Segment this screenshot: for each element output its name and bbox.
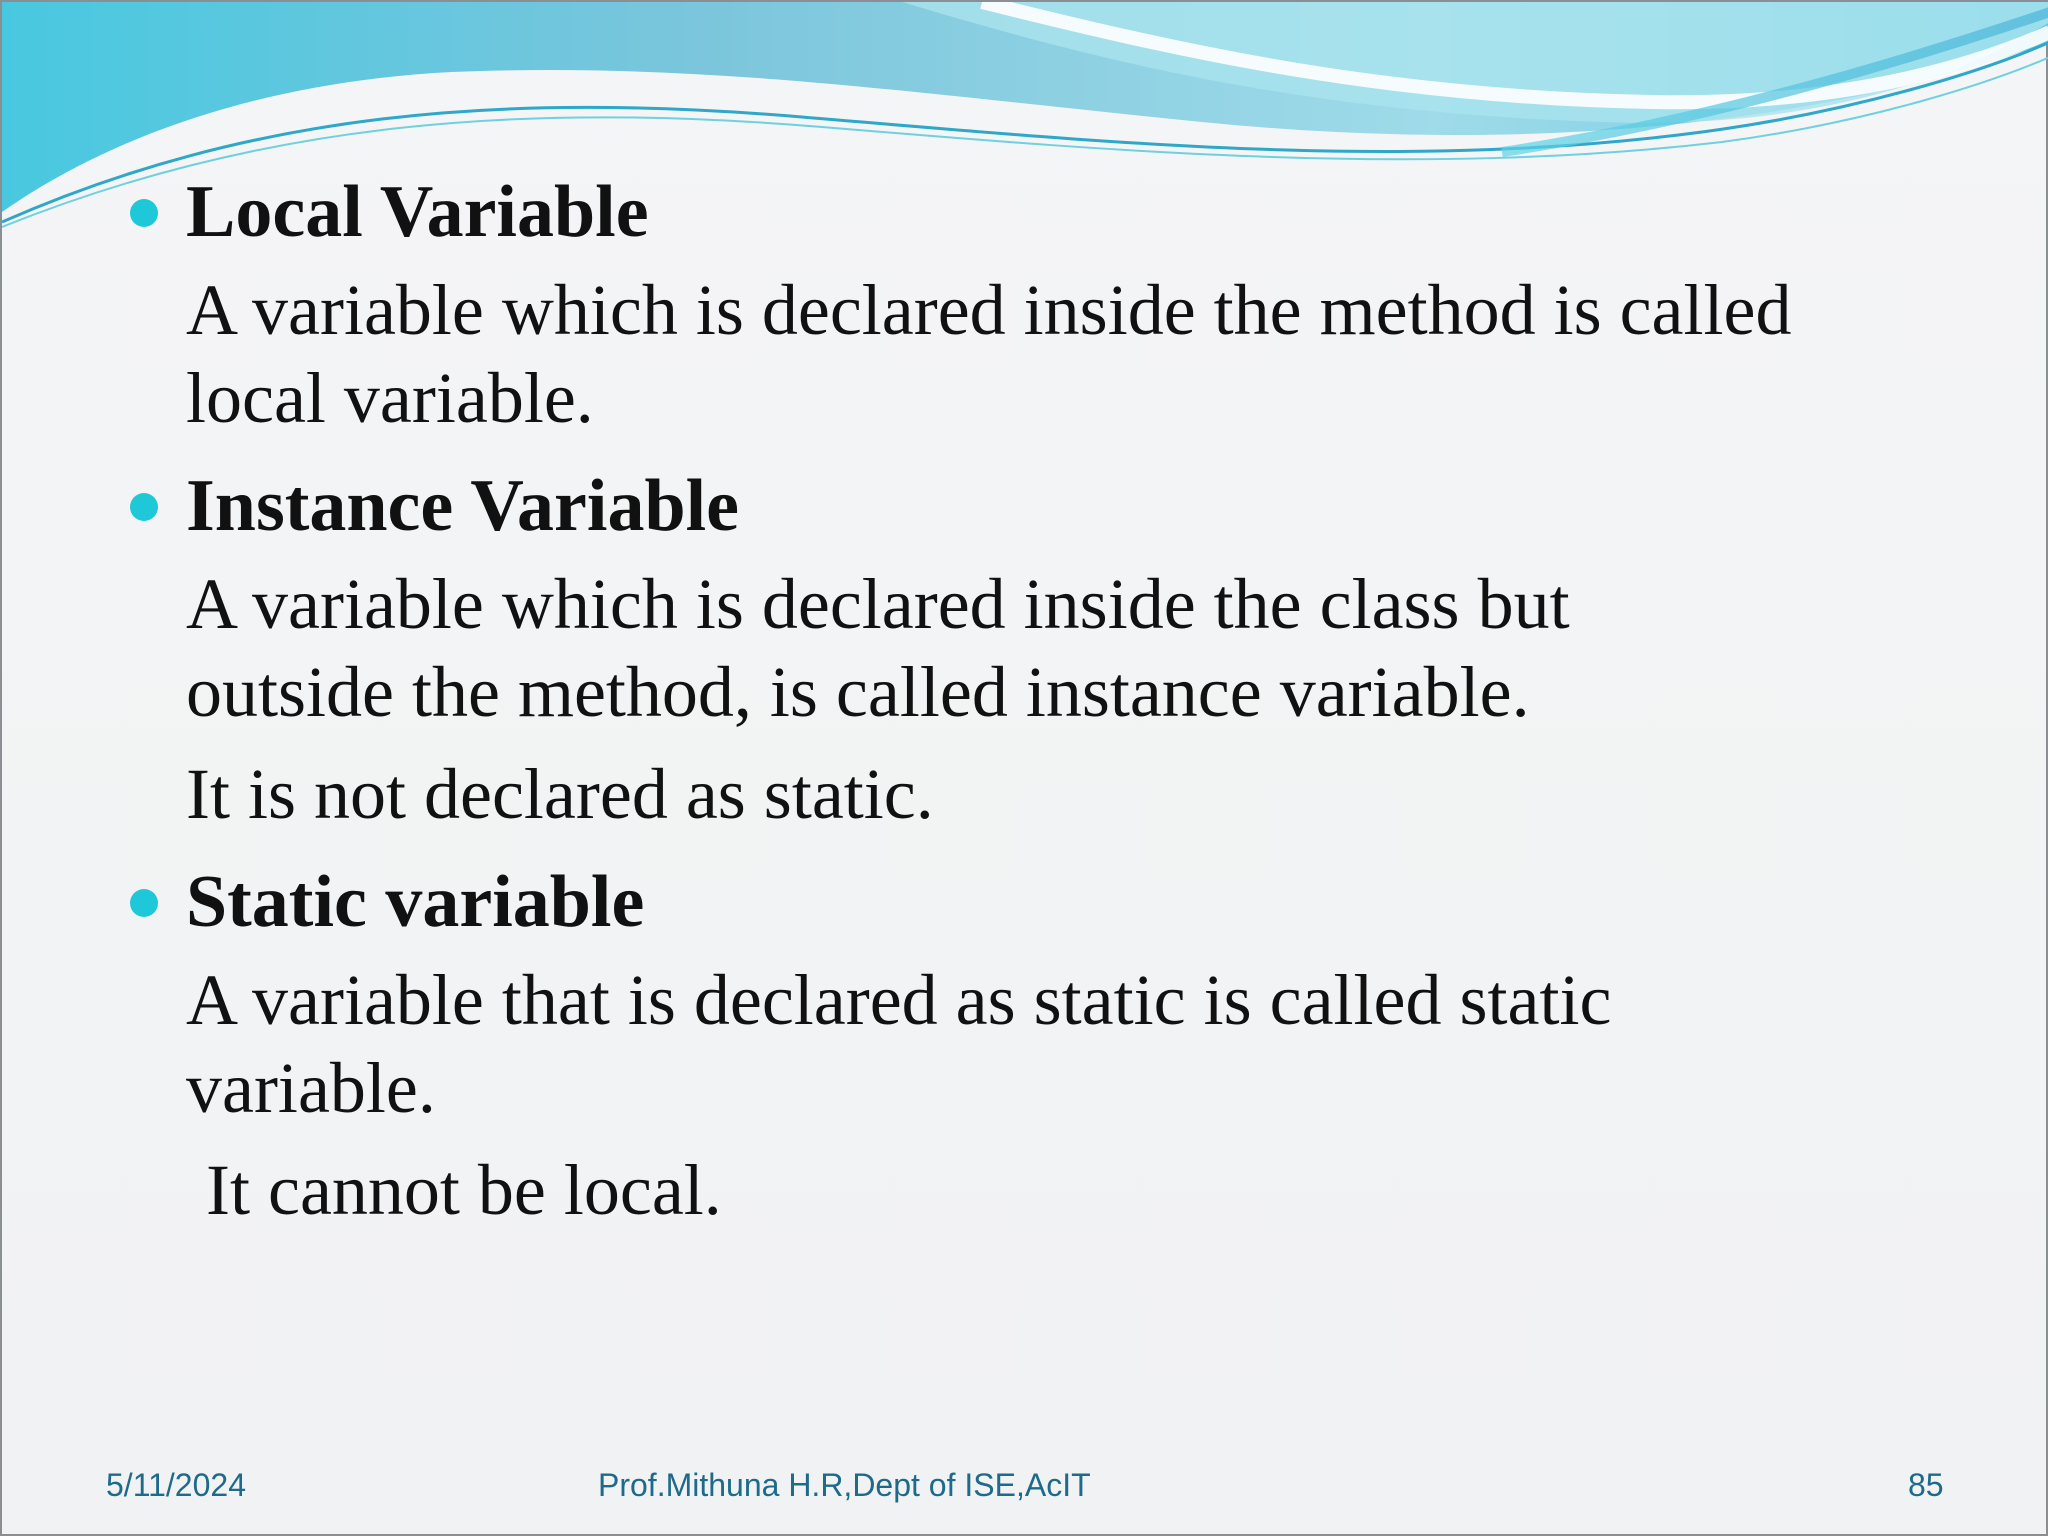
bullet-paragraph: It cannot be local. — [206, 1150, 722, 1230]
bullet-local-variable — [130, 162, 1930, 262]
bullet-dot-icon — [130, 889, 158, 917]
bullet-heading: Static variable — [186, 861, 645, 943]
footer-author: Prof.Mithuna H.R,Dept of ISE,AcIT — [598, 1467, 1091, 1503]
bullet-paragraph: A variable which is declared inside the class but outside the method, is called instance variable. — [186, 564, 1570, 732]
bullet-static-variable — [130, 852, 1930, 952]
bullet-paragraph: A variable that is declared as static is called static variable. — [186, 960, 1612, 1128]
bullet-dot-icon — [130, 493, 158, 521]
footer-page-number: 85 — [1908, 1467, 1944, 1503]
bullet-dot-icon — [130, 199, 158, 227]
footer-date: 5/11/2024 — [106, 1467, 246, 1503]
slide-body — [130, 162, 1930, 1248]
bullet-paragraph: It is not declared as static. — [186, 754, 934, 834]
bullet-instance-variable — [130, 456, 1930, 556]
bullet-paragraph: A variable which is declared inside the method is called local variable. — [186, 270, 1792, 438]
bullet-heading: Instance Variable — [186, 465, 740, 547]
bullet-heading: Local Variable — [186, 171, 649, 253]
